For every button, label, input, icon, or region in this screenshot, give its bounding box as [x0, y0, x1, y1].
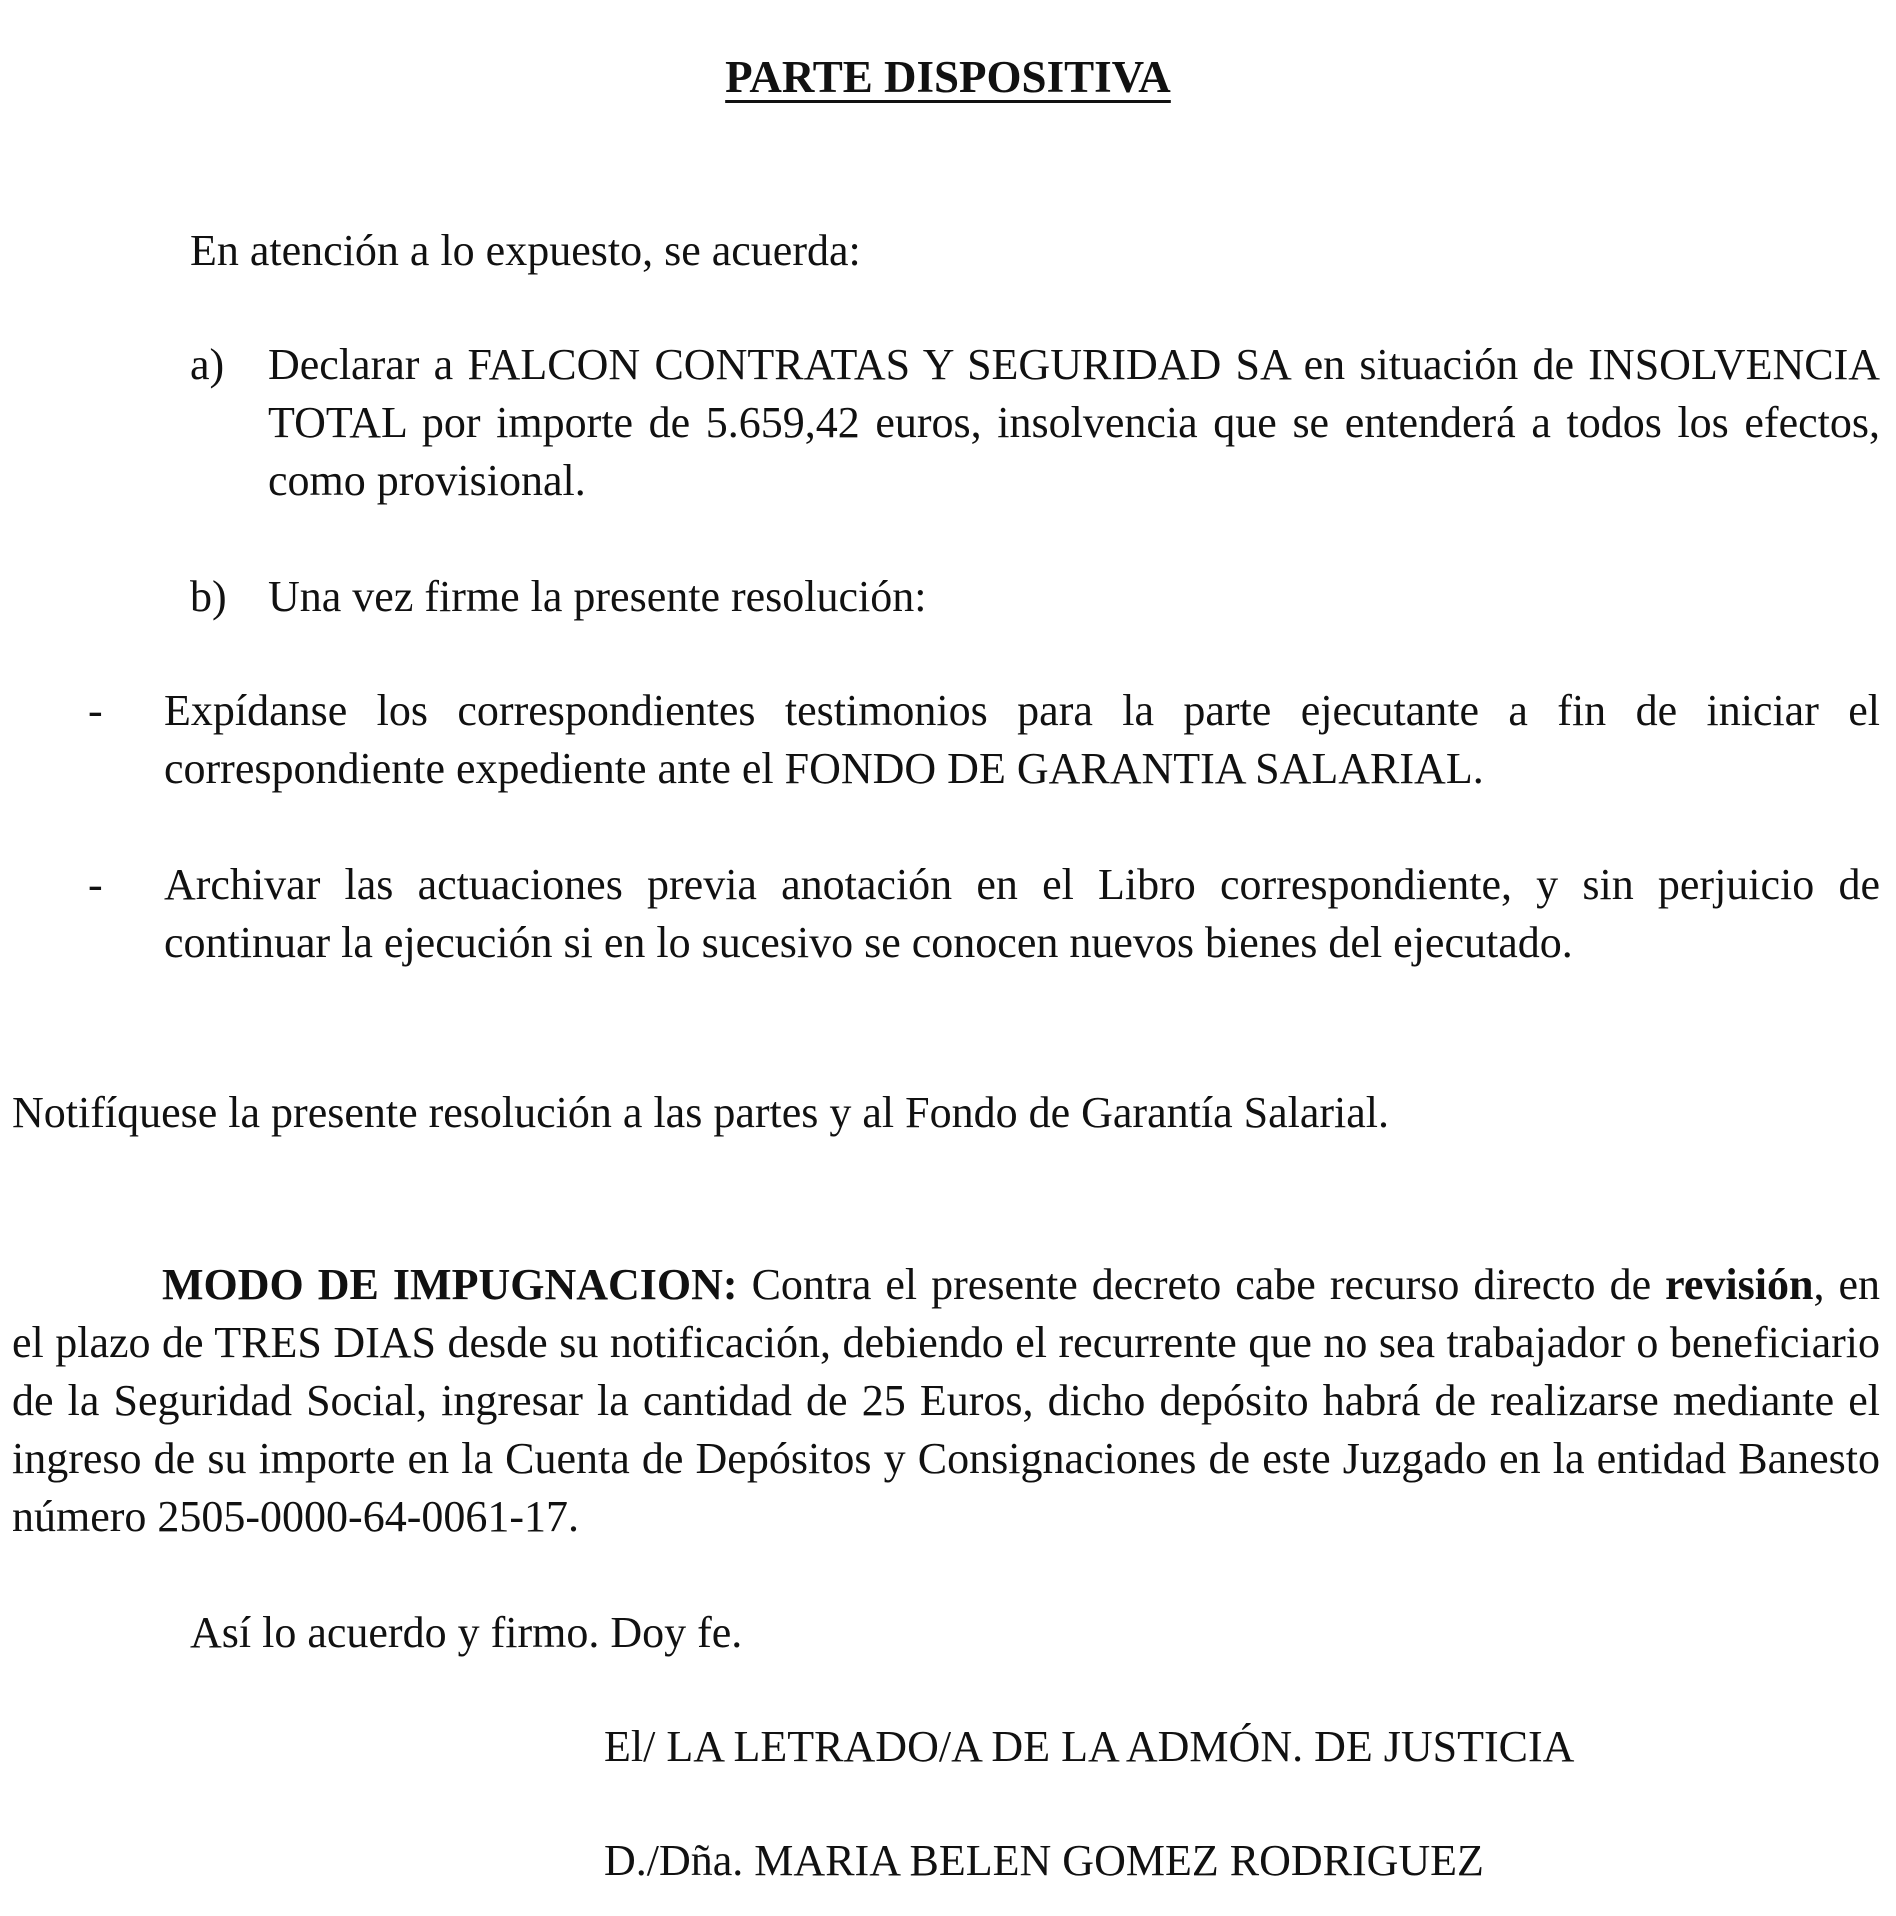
signature-role: El/ LA LETRADO/A DE LA ADMÓN. DE JUSTICIA	[604, 1722, 1575, 1771]
item-b-marker: b)	[190, 572, 227, 621]
impugnacion-text-1: Contra el presente decreto cabe recurso directo de	[737, 1260, 1666, 1309]
dash-item-2-marker: -	[88, 860, 103, 909]
item-a-text: Declarar a FALCON CONTRATAS Y SEGURIDAD SA en situación de INSOLVENCIA TOTAL por importe de 5.659,42 euros, insolvencia que se entenderá a todos los efectos, como provisional.	[268, 340, 1880, 505]
item-a-marker: a)	[190, 340, 225, 389]
closing-paragraph: Así lo acuerdo y firmo. Doy fe.	[190, 1608, 743, 1657]
intro-paragraph: En atención a lo expuesto, se acuerda:	[190, 226, 861, 275]
item-b-text: Una vez firme la presente resolución:	[268, 572, 927, 621]
dash-item-1-marker: -	[88, 686, 103, 735]
impugnacion-paragraph	[12, 1256, 1880, 1546]
dash-item-1-text: Expídanse los correspondientes testimonios para la parte ejecutante a fin de iniciar el correspondiente expediente ante el FONDO DE GARANTIA SALARIAL.	[164, 686, 1880, 793]
impugnacion-bold-word: revisión	[1665, 1260, 1814, 1309]
signature-name: D./Dña. MARIA BELEN GOMEZ RODRIGUEZ	[604, 1836, 1484, 1885]
dash-item-2-text: Archivar las actuaciones previa anotación en el Libro correspondiente, y sin perjuicio de continuar la ejecución si en lo sucesivo se conocen nuevos bienes del ejecutado.	[164, 860, 1880, 967]
impugnacion-text-2: , en el plazo de TRES DIAS desde su notificación, debiendo el recurrente que no sea trabajador o beneficiario de la Seguridad Social, ingresar la cantidad de 25 Euros, dicho depósito habrá de realizarse mediante el ingreso de su importe en la Cuenta de Depósitos y Consignaciones de este Juzgado en la entidad Banesto número 2505-0000-64-0061-17.	[12, 1260, 1880, 1541]
notification-paragraph: Notifíquese la presente resolución a las partes y al Fondo de Garantía Salarial.	[12, 1088, 1389, 1137]
document-title: PARTE DISPOSITIVA	[725, 52, 1171, 102]
impugnacion-heading: MODO DE IMPUGNACION:	[162, 1260, 738, 1309]
